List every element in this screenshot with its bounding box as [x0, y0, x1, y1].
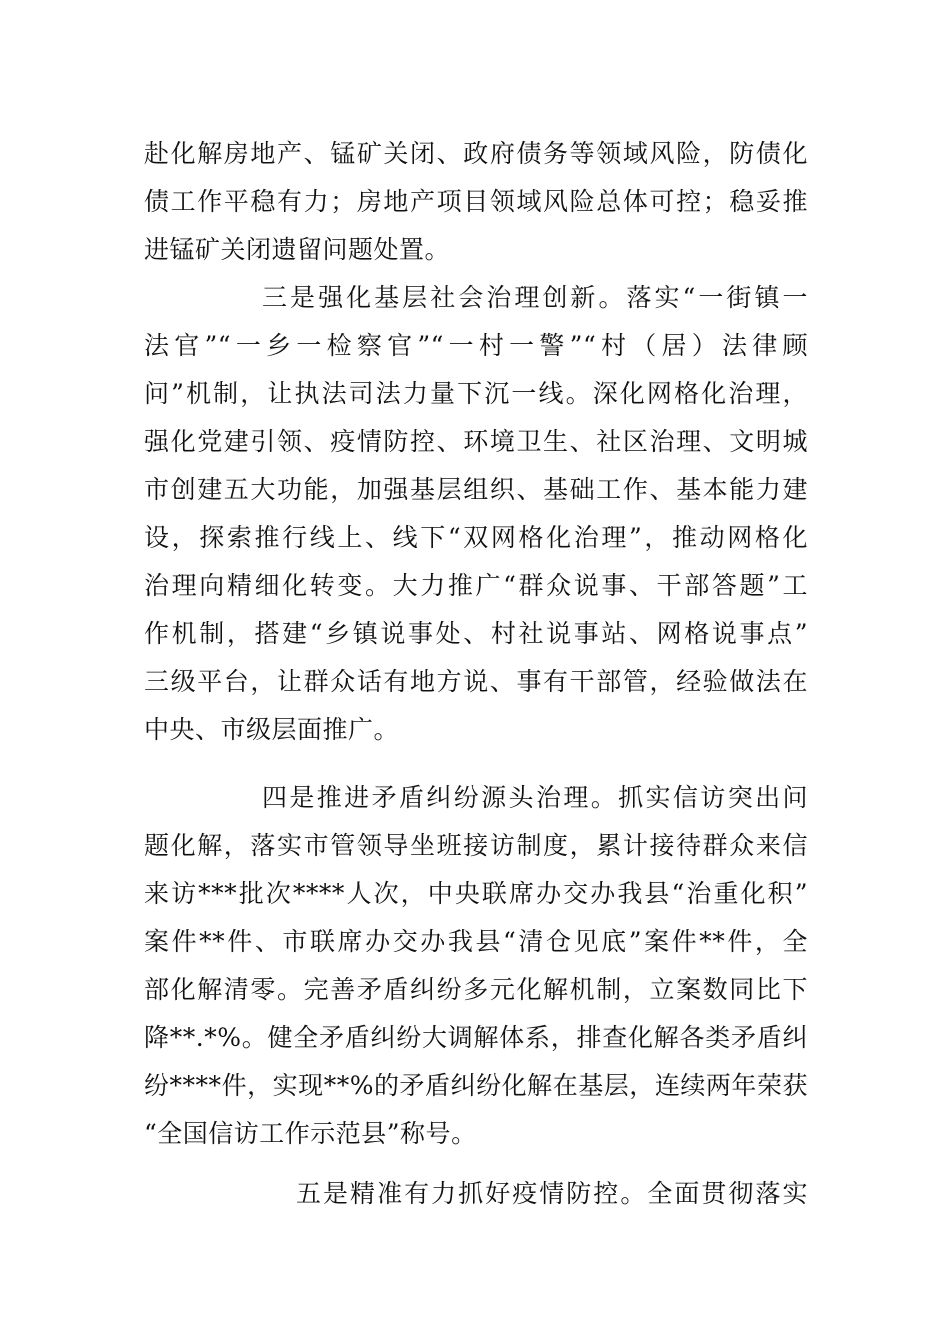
text-line: 作机制，搭建“乡镇说事处、村社说事站、网格说事点” [144, 619, 808, 648]
text-line: 部化解清零。完善矛盾纠纷多元化解机制，立案数同比下 [144, 975, 808, 1004]
section-three-heading-line: 三是强化基层社会治理创新。落实“一街镇一 [262, 283, 808, 312]
text-line: 中央、市级层面推广。 [144, 715, 400, 744]
section-five-heading-line: 五是精准有力抓好疫情防控。全面贯彻落实 [296, 1179, 808, 1208]
text-line: 市创建五大功能，加强基层组织、基础工作、基本能力建 [144, 475, 808, 504]
text-line: 问”机制，让执法司法力量下沉一线。深化网格化治理， [144, 379, 808, 408]
text-line: 案件**件、市联席办交办我县“清仓见底”案件**件，全 [144, 927, 808, 956]
text-line: 来访***批次****人次，中央联席办交办我县“治重化积” [144, 879, 808, 908]
text-line: 设，探索推行线上、线下“双网格化治理”，推动网格化 [144, 523, 808, 552]
text-line: 降**.*%。健全矛盾纠纷大调解体系，排查化解各类矛盾纠 [144, 1023, 808, 1052]
text-line: 纷****件，实现**%的矛盾纠纷化解在基层，连续两年荣获 [144, 1071, 808, 1100]
text-line: 三级平台，让群众话有地方说、事有干部管，经验做法在 [144, 667, 808, 696]
text-line: 债工作平稳有力；房地产项目领域风险总体可控；稳妥推 [144, 187, 808, 216]
section-four-heading-line: 四是推进矛盾纠纷源头治理。抓实信访突出问 [262, 783, 808, 812]
text-line: 赴化解房地产、锰矿关闭、政府债务等领域风险，防债化 [144, 139, 808, 168]
text-line: 治理向精细化转变。大力推广“群众说事、干部答题”工 [144, 571, 808, 600]
text-line: 题化解，落实市管领导坐班接访制度，累计接待群众来信 [144, 831, 808, 860]
text-line: “全国信访工作示范县”称号。 [144, 1119, 477, 1148]
text-line: 进锰矿关闭遗留问题处置。 [144, 235, 451, 264]
text-line: 法官”“一乡一检察官”“一村一警”“村（居）法律顾 [144, 331, 808, 360]
text-line: 强化党建引领、疫情防控、环境卫生、社区治理、文明城 [144, 427, 808, 456]
